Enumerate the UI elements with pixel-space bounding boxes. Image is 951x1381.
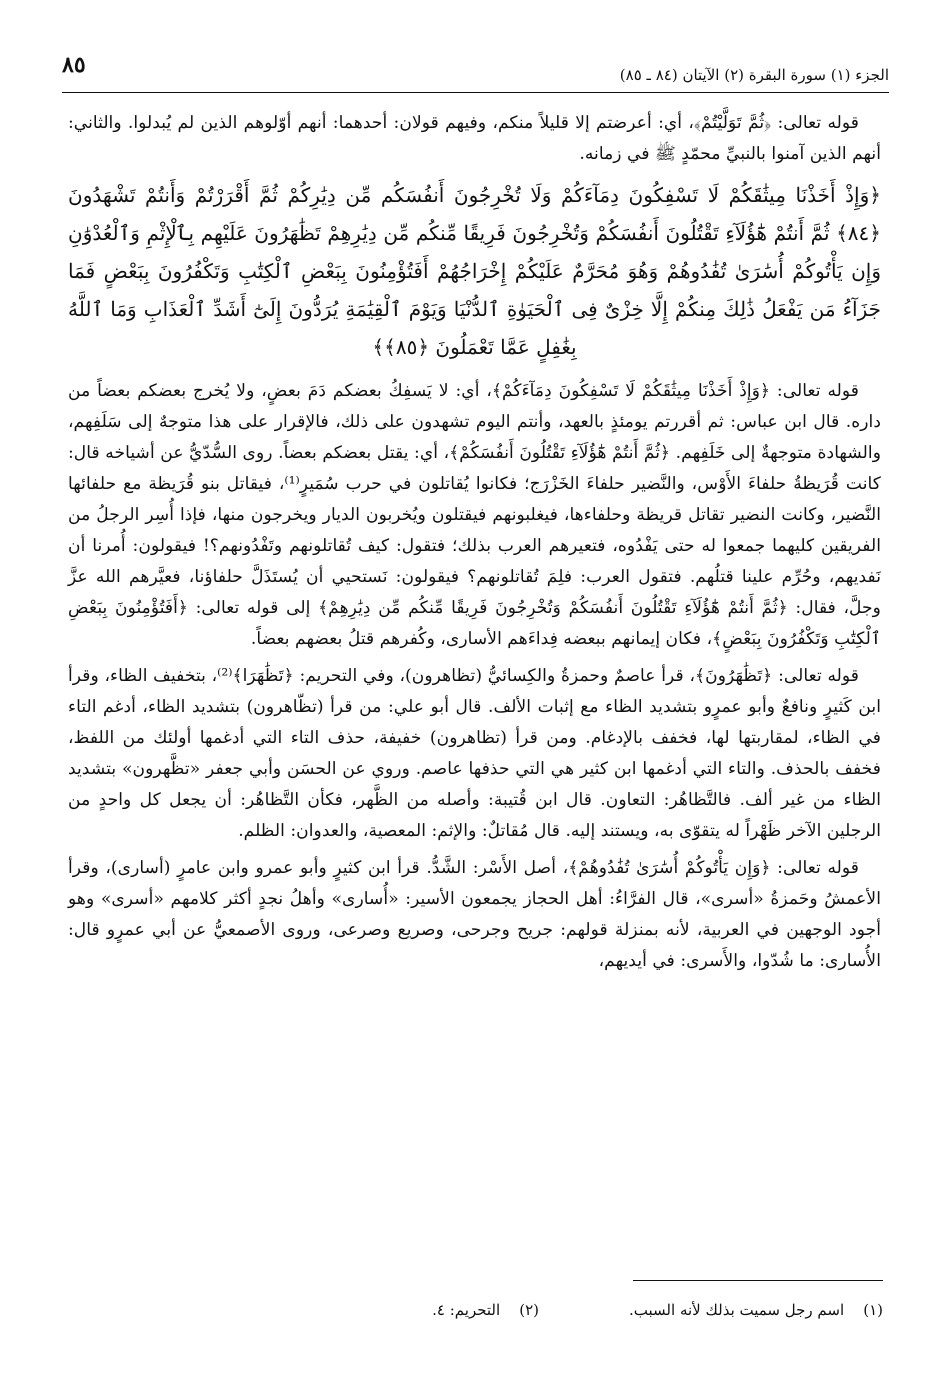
footnote-row <box>68 1301 883 1319</box>
header-rule <box>62 92 889 93</box>
footnote-2-text: التحريم: ٤. <box>432 1301 501 1319</box>
page-body <box>68 108 881 981</box>
quran-verse-block: ﴿وَإِذْ أَخَذْنَا مِيثَٰقَكُمْ لَا تَسْفِكُونَ دِمَآءَكُمْ وَلَا تُخْرِجُونَ أَنفُسَكُم مِّن دِيَٰرِكُمْ ثُمَّ أَقْرَرْتُمْ وَأَنتُمْ تَشْهَدُونَ ﴿٨٤﴾ ثُمَّ أَنتُمْ هَٰٓؤُلَآءِ تَقْتُلُونَ أَنفُسَكُمْ وَتُخْرِجُونَ فَرِيقًا مِّنكُم مِّن دِيَٰرِهِمْ تَظَٰهَرُونَ عَلَيْهِم بِٱلْإِثْمِ وَٱلْعُدْوَٰنِ وَإِن يَأْتُوكُمْ أُسَٰرَىٰ تُفَٰدُوهُمْ وَهُوَ مُحَرَّمٌ عَلَيْكُمْ إِخْرَاجُهُمْ أَفَتُؤْمِنُونَ بِبَعْضِ ٱلْكِتَٰبِ وَتَكْفُرُونَ بِبَعْضٍ فَمَا جَزَآءُ مَن يَفْعَلُ ذَٰلِكَ مِنكُمْ إِلَّا خِزْىٌ فِى ٱلْحَيَوٰةِ ٱلدُّنْيَا وَيَوْمَ ٱلْقِيَٰمَةِ يُرَدُّونَ إِلَىٰٓ أَشَدِّ ٱلْعَذَابِ وَمَا ٱللَّهُ بِغَٰفِلٍ عَمَّا تَعْمَلُونَ ﴿٨٥﴾﴾ <box>68 183 881 359</box>
footnote-1-number: (١) <box>863 1301 883 1319</box>
paragraph-usara: قوله تعالى: ﴿وَإِن يَأْتُوكُمْ أُسَٰرَىٰ تُفَٰدُوهُمْ﴾، أصل الأَسْر: الشَّدُّ. قرأ ابن كثيرٍ وأبو عمرو وابن عامرٍ (أسارى)، وقرأ الأعمشُ وحَمزةُ «أسرى»، قال الفرَّاءُ: أهل الحجاز يجمعون الأسير: «أُسارى» وأهلُ نجدٍ أكثر كلامهم «أسرى» وهو أجود الوجهين في العربية، لأنه بمنزلة قولهم: جريح وجرحى، وصريع وصرعى، وروى الأصمعيُّ عن أبي عمرٍو قال: الأُسارى: ما شُدّوا، والأَسرى: في أيديهم، <box>68 858 881 971</box>
page-header <box>62 52 889 92</box>
footnote-2 <box>432 1301 539 1319</box>
footnote-1 <box>629 1301 883 1319</box>
page-number: ٨٥ <box>62 52 86 78</box>
paragraph-tazaharun: قوله تعالى: ﴿تَظَٰهَرُونَ﴾، قرأ عاصمٌ وحمزةُ والكِسائيُّ (تظاهرون)، وفي التحريم: ﴿تَظَٰهَرَا﴾⁽²⁾، بتخفيف الظاء، وقرأ ابن كَثيرٍ ونافعٌ وأبو عمرٍو بتشديد الظاء مع إثبات الألف. قال أبو علي: من قرأ (تظّاهرون) بتشديد الظاء، أدغم التاء في الظاء، لمقاربتها لها، فخفف بالإدغام. ومن قرأ (تظاهرون) خفيفة، حذف التاء التي أدغمها أولئك من اللفظ، فخفف بالحذف. والتاء التي أدغمها ابن كثير هي التي حذفها عاصم. وروي عن الحسَن وأبي جعفر «تظَّهرون» بتشديد الظاء من غير ألف. فالتَّظاهُر: التعاون. قال ابن قُتيبة: وأصله من الظَّهر، فكأن التَّظاهُر: أن يجعل كل واحدٍ من الرجلين الآخر ظَهْراً له يتقوّى به، ويستند إليه. قال مُقاتلٌ: والإثم: المعصية، والعدوان: الظلم. <box>68 666 881 841</box>
footnote-2-number: (٢) <box>519 1301 540 1319</box>
footnote-separator <box>633 1280 883 1281</box>
paragraph-mithaq: قوله تعالى: ﴿وَإِذْ أَخَذْنَا مِيثَٰقَكُمْ لَا تَسْفِكُونَ دِمَآءَكُمْ﴾، أي: لا يَسفِكُ بعضكم دَمَ بعضٍ، ولا يُخرج بعضكم بعضاً من داره. قال ابن عباس: ثم أقررتم يومئذٍ بالعهد، وأنتم اليوم تشهدون على ذلك، فالإقرار على هذا متوجهٌ إلى سَلَفِهم، والشهادة متوجهةٌ إلى خَلَفِهم. ﴿ثُمَّ أَنتُمْ هَٰٓؤُلَآءِ تَقْتُلُونَ أَنفُسَكُمْ﴾، أي: يقتل بعضكم بعضاً. روى السُّدّيُّ عن أشياخه قال: كانت قُرَيظةُ حلفاءَ الأَوْس، والنَّضير حلفاءَ الخَزْرَج؛ فكانوا يُقاتلون في حرب سُمَيرٍ⁽¹⁾، فيقاتل بنو قُرَيظة مع حلفائها النَّضير، وكانت النضير تقاتل قريظة وحلفاءها، فيغلبونهم فيقتلون ويُخربون الديار ويخرجون منها، فإذا أُسِر الرجلُ من الفريقين كليهما جمعوا له حتى يَفْدُوه، فتعيرهم العرب بذلك؛ فتقول: كيف تُقاتلونهم وتَفْدُونهم؟! فيقولون: أُمرنا أن نَفديهم، وحُرِّم علينا قتلُهم. فتقول العرب: فلِمَ تُقاتلونهم؟ فيقولون: نَستحيي أن يُستَذَلَّ حلفاؤنا، فعيَّرهم الله عزَّ وجلَّ، فقال: ﴿ثُمَّ أَنتُمْ هَٰٓؤُلَآءِ تَقْتُلُونَ أَنفُسَكُمْ وَتُخْرِجُونَ فَرِيقًا مِّنكُم مِّن دِيَٰرِهِمْ﴾ إلى قوله تعالى: ﴿أَفَتُؤْمِنُونَ بِبَعْضِ ٱلْكِتَٰبِ وَتَكْفُرُونَ بِبَعْضٍ﴾، فكان إيمانهم ببعضه فِداءَهم الأسارى، وكُفرهم قتلُ بعضهم بعضاً. <box>68 381 882 649</box>
paragraph-tawallaytum: قوله تعالى: ﴿ثُمَّ تَوَلَّيْتُمْ﴾، أي: أعرضتم إلا قليلاً منكم، وفيهم قولان: أحدهما: أنهم أوّلوهم الذين لم يُبدلوا. والثاني: أنهم الذين آمنوا بالنبيِّ محمّدٍ ﷺ في زمانه. <box>68 113 881 164</box>
running-head: الجزء (١) سورة البقرة (٢) الآيتان (٨٤ ـ ٨٥) <box>619 66 889 84</box>
footnotes <box>68 1280 883 1319</box>
footnote-1-text: اسم رجل سميت بذلك لأنه السبب. <box>629 1301 845 1319</box>
